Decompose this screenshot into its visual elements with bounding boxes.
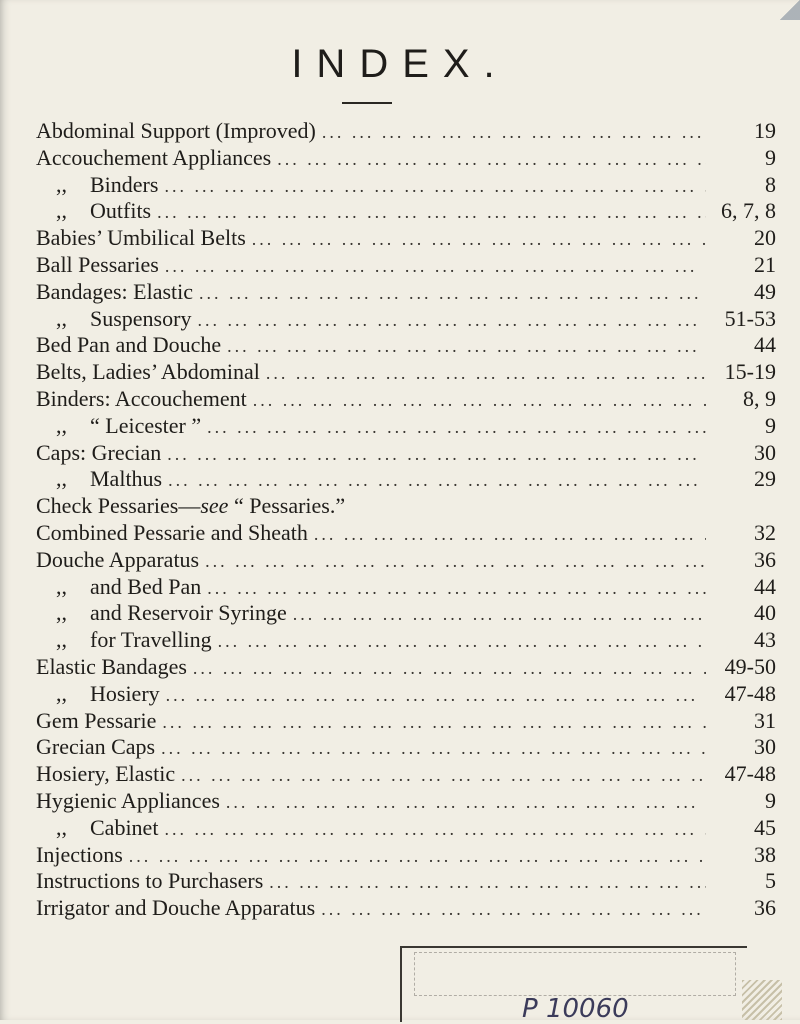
entry-label — [36, 520, 308, 546]
ditto-mark: ,, — [56, 305, 67, 331]
ditto-mark: ,, — [56, 198, 67, 224]
page-number: 51-53 — [724, 305, 776, 331]
entry-text: Grecian Caps — [36, 734, 156, 760]
index-entry — [36, 198, 776, 225]
page-number: 38 — [754, 841, 776, 867]
page-number: 6, 7, 8 — [721, 198, 776, 224]
ditto-mark: ,, — [56, 680, 67, 706]
index-entry — [36, 279, 776, 306]
entry-text: Combined Pessarie and Sheath — [36, 519, 308, 545]
leader-dots — [293, 604, 706, 625]
page-number: 9 — [765, 144, 776, 170]
index-entry — [36, 306, 776, 333]
index-entry — [36, 708, 776, 735]
entry-text: Caps: Grecian — [36, 439, 162, 465]
entry-text: Outfits — [90, 198, 152, 224]
leader-dots — [266, 363, 706, 384]
page-number: 36 — [754, 546, 776, 572]
entry-text: Instructions to Purchasers — [36, 868, 264, 894]
leader-dots — [161, 738, 706, 759]
entry-text: Belts, Ladies’ Abdominal — [36, 359, 260, 385]
entry-label — [36, 440, 161, 466]
entry-label — [36, 252, 159, 278]
index-entry — [36, 493, 776, 520]
index-entry — [36, 172, 776, 199]
page-number: 29 — [754, 466, 776, 492]
page-number: 32 — [754, 519, 776, 545]
entry-text: Abdominal Support (Improved) — [36, 118, 316, 143]
entry-label — [36, 868, 263, 894]
entry-label — [36, 761, 175, 787]
entry-text: Accouchement Appliances — [36, 144, 272, 170]
leader-dots — [218, 631, 706, 652]
entry-text: Elastic Bandages — [36, 653, 187, 679]
page-number: 40 — [754, 600, 776, 626]
page-number: 5 — [765, 868, 776, 894]
leader-dots — [193, 658, 706, 679]
index-entry — [36, 225, 776, 252]
ditto-mark: ,, — [56, 814, 67, 840]
index-list — [36, 118, 776, 922]
entry-label — [36, 734, 155, 760]
index-entry — [36, 815, 776, 842]
page-number: 47-48 — [724, 761, 776, 787]
entry-label — [36, 654, 187, 680]
see-target: “ Pessaries.” — [228, 493, 346, 519]
page-number: 36 — [754, 895, 776, 921]
index-entry — [36, 440, 776, 467]
ditto-mark: ,, — [56, 412, 67, 438]
entry-text: Binders: Accouchement — [36, 385, 247, 411]
index-entry — [36, 252, 776, 279]
ditto-mark: ,, — [56, 627, 67, 653]
entry-label — [36, 788, 220, 814]
ditto-mark: ,, — [56, 171, 67, 197]
leader-dots — [167, 444, 706, 465]
entry-label — [36, 815, 158, 841]
entry-text: Malthus — [90, 466, 163, 492]
index-entry — [36, 627, 776, 654]
page-number: 8, 9 — [743, 385, 776, 411]
entry-label — [36, 681, 160, 707]
leader-dots — [253, 390, 706, 411]
index-entry — [36, 895, 776, 922]
page-number: 15-19 — [724, 359, 776, 385]
leader-dots — [207, 578, 706, 599]
entry-label — [36, 172, 158, 198]
entry-label — [36, 332, 221, 358]
ditto-mark: ,, — [56, 600, 67, 626]
entry-text: Cabinet — [90, 814, 159, 840]
leader-dots — [181, 765, 706, 786]
title-underline — [342, 102, 392, 104]
index-entry — [36, 734, 776, 761]
index-entry — [36, 118, 776, 145]
entry-text: Gem Pessarie — [36, 707, 157, 733]
index-entry — [36, 359, 776, 386]
page-number: 49-50 — [724, 653, 776, 679]
index-entry — [36, 600, 776, 627]
entry-label — [36, 466, 162, 492]
entry-label — [36, 306, 191, 332]
leader-dots — [166, 685, 706, 706]
entry-text: Babies’ Umbilical Belts — [36, 225, 246, 251]
entry-label — [36, 225, 246, 251]
page-number: 9 — [765, 412, 776, 438]
entry-label — [36, 118, 316, 144]
entry-text: Binders — [90, 171, 159, 197]
page-number: 19 — [754, 118, 776, 143]
page-number: 21 — [754, 251, 776, 277]
leader-dots — [164, 819, 706, 840]
index-entry — [36, 466, 776, 493]
leader-dots — [277, 149, 706, 170]
entry-text: Irrigator and Douche Apparatus — [36, 895, 316, 921]
entry-text: for Travelling — [90, 627, 212, 653]
leader-dots — [269, 872, 706, 893]
index-entry — [36, 868, 776, 895]
entry-label — [36, 600, 287, 626]
entry-text: Ball Pessaries — [36, 251, 159, 277]
entry-label — [36, 198, 151, 224]
entry-text: Check Pessaries— — [36, 493, 201, 519]
library-stamp — [400, 946, 747, 1022]
entry-text: Douche Apparatus — [36, 546, 200, 572]
leader-dots — [226, 792, 706, 813]
entry-label — [36, 359, 260, 385]
entry-text: and Bed Pan — [90, 573, 202, 599]
see-reference: see — [200, 493, 229, 519]
page-number: 9 — [765, 787, 776, 813]
index-entry — [36, 386, 776, 413]
page-title: INDEX. — [291, 42, 509, 86]
page-number: 20 — [754, 225, 776, 251]
index-entry — [36, 788, 776, 815]
entry-text: Bed Pan and Douche — [36, 332, 222, 358]
entry-text: Hosiery, Elastic — [36, 761, 176, 787]
page-number: 44 — [754, 332, 776, 358]
index-entry — [36, 520, 776, 547]
entry-text: and Reservoir Syringe — [90, 600, 287, 626]
leader-dots — [157, 202, 706, 223]
leader-dots — [322, 122, 706, 143]
entry-label — [36, 547, 199, 573]
entry-text: Hosiery — [90, 680, 160, 706]
page-number: 8 — [765, 171, 776, 197]
ditto-mark: ,, — [56, 466, 67, 492]
page-number: 47-48 — [724, 680, 776, 706]
leader-dots — [227, 336, 706, 357]
entry-label — [36, 279, 193, 305]
corner-mark — [780, 0, 800, 20]
ditto-mark: ,, — [56, 573, 67, 599]
leader-dots — [162, 712, 706, 733]
leader-dots — [197, 310, 706, 331]
entry-label — [36, 895, 315, 921]
page-number: 45 — [754, 814, 776, 840]
leader-dots — [252, 229, 706, 250]
leader-dots — [321, 899, 706, 920]
leader-dots — [165, 256, 706, 277]
page-number: 44 — [754, 573, 776, 599]
index-entry — [36, 761, 776, 788]
index-entry — [36, 654, 776, 681]
entry-label — [36, 708, 156, 734]
entry-text: “ Leicester ” — [90, 412, 202, 438]
entry-text: Bandages: Elastic — [36, 278, 194, 304]
index-entry — [36, 842, 776, 869]
page-number: 31 — [754, 707, 776, 733]
entry-text: Hygienic Appliances — [36, 787, 220, 813]
stamp-number: P 10060 — [522, 994, 629, 1024]
entry-label — [36, 413, 201, 439]
index-entry — [36, 574, 776, 601]
leader-dots — [168, 470, 706, 491]
corner-hatch — [742, 980, 782, 1020]
page-number: 43 — [754, 627, 776, 653]
entry-text: Suspensory — [90, 305, 192, 331]
entry-text: Injections — [36, 841, 123, 867]
page-number: 30 — [754, 734, 776, 760]
page-number: 49 — [754, 278, 776, 304]
entry-label — [36, 386, 247, 412]
entry-label — [36, 145, 271, 171]
leader-dots — [164, 176, 706, 197]
index-entry — [36, 145, 776, 172]
page-number: 30 — [754, 439, 776, 465]
leader-dots — [207, 417, 706, 438]
leader-dots — [199, 283, 706, 304]
index-entry — [36, 413, 776, 440]
stamp-box — [414, 952, 736, 996]
index-entry — [36, 332, 776, 359]
entry-label — [36, 627, 212, 653]
leader-dots — [205, 551, 706, 572]
entry-label — [36, 493, 345, 519]
leader-dots — [314, 524, 706, 545]
entry-label — [36, 574, 201, 600]
leader-dots — [129, 846, 706, 867]
entry-label — [36, 842, 123, 868]
index-entry — [36, 547, 776, 574]
index-entry — [36, 681, 776, 708]
